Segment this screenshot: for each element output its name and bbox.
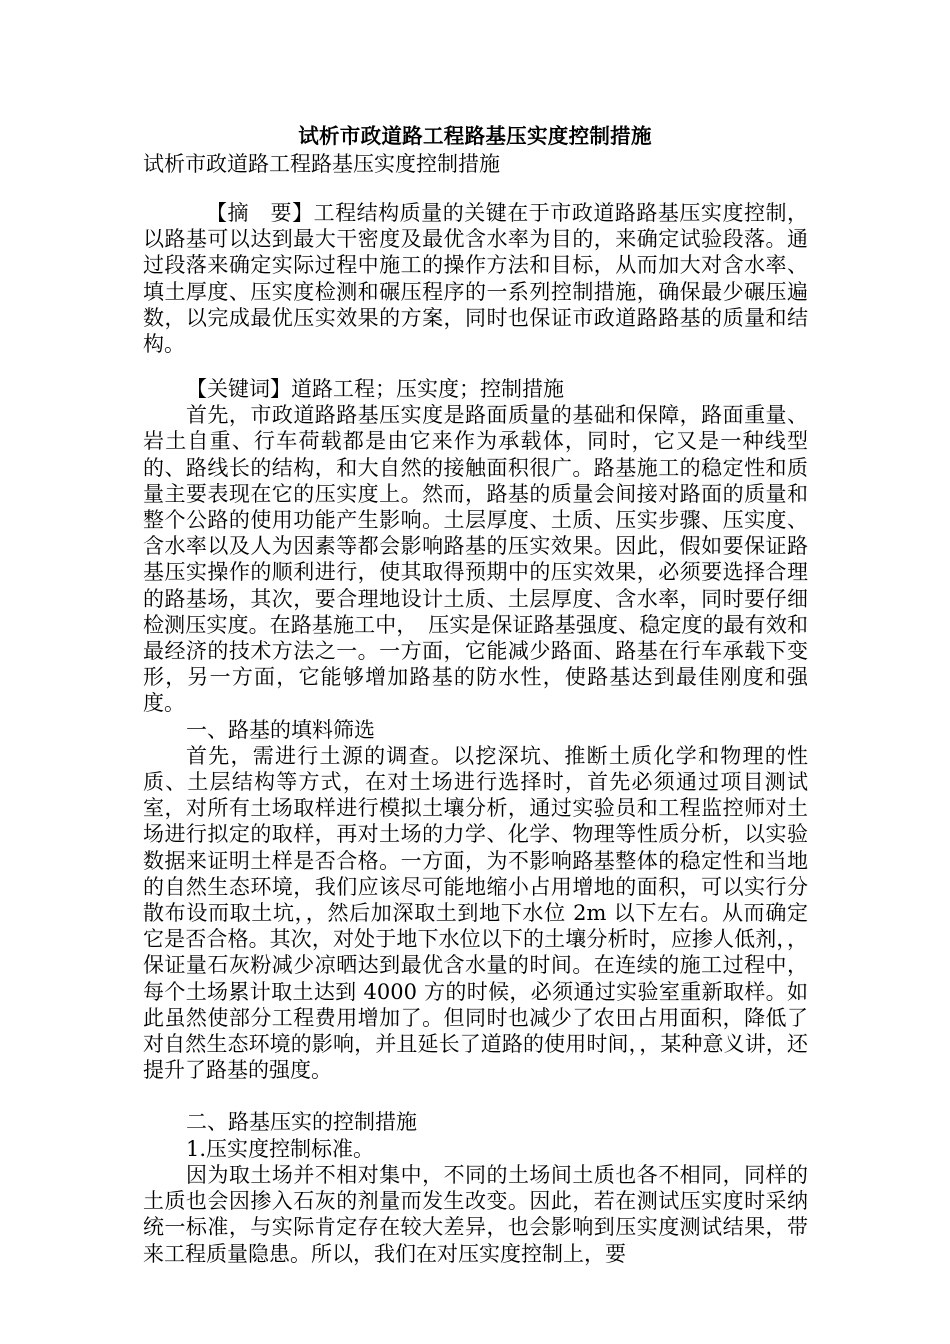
section-heading-2: 二、路基压实的控制措施 [186,1110,417,1135]
section-2-paragraph: 因为取土场并不相对集中，不同的土场间土质也各不相同，同样的土质也会因掺入石灰的剂量而发生改变。因此，若在测试压实度时采纳统一标准，与实际肯定存在较大差异，也会影响到压实度测试结果，带来工程质量隐患。所以，我们在对压实度控制上，要 [143,1162,808,1266]
subsection-heading-2-1: 1.压实度控制标准。 [186,1136,375,1161]
intro-paragraph: 首先，市政道路路基压实度是路面质量的基础和保障，路面重量、岩土自重、行车荷载都是由它来作为承载体，同时，它又是一种线型的、路线长的结构，和大自然的接触面积很广。路基施工的稳定性和质量主要表现在它的压实度上。然而，路基的质量会间接对路面的质量和整个公路的使用功能产生影响。土层厚度、土质、压实步骤、压实度、含水率以及人为因素等都会影响路基的压实效果。因此，假如要保证路基压实操作的顺利进行，使其取得预期中的压实效果，必须要选择合理的路基场，其次，要合理地设计土质、土层厚度、含水率，同时要仔细检测压实度。在路基施工中， 压实是保证路基强度、稳定度的最有效和最经济的技术方法之一。一方面，它能减少路面、路基在行车承载下变形，另一方面，它能够增加路基的防水性，使路基达到最佳刚度和强度。 [143,403,808,716]
section-heading-1: 一、路基的填料筛选 [186,717,375,742]
paragraph-gap [143,1083,808,1109]
document-title: 试析市政道路工程路基压实度控制措施 [298,124,652,148]
document-subtitle: 试析市政道路工程路基压实度控制措施 [143,152,500,176]
keywords-line: 【关键词】道路工程；压实度；控制措施 [186,377,564,401]
section-1-paragraph: 首先，需进行土源的调查。以挖深坑、推断土质化学和物理的性质、土层结构等方式，在对土场进行选择时，首先必须通过项目测试室，对所有土场取样进行模拟土壤分析，通过实验员和工程监控师对土场进行拟定的取样，再对土场的力学、化学、物理等性质分析，以实验数据来证明土样是否合格。一方面，为不影响路基整体的稳定性和当地的自然生态环境，我们应该尽可能地缩小占用增地的面积，可以实行分散布设而取土坑，，然后加深取土到地下水位 2m 以下左右。从而确定它是否合格。其次，对处于地下水位以下的土壤分析时，应掺人低剂，，保证量石灰粉减少凉晒达到最优含水量的时间。在连续的施工过程中，每个土场累计取土达到 4000 方的时候，必须通过实验室重新取样。如此虽然使部分工程费用增加了。但同时也减少了农田占用面积，降低了对自然生态环境的影响，并且延长了道路的使用时间，，某种意义讲，还提升了路基的强度。 [143,743,808,1083]
abstract-paragraph: 【摘 要】工程结构质量的关键在于市政道路路基压实度控制，以路基可以达到最大干密度及最优含水率为目的，来确定试验段落。通过段落来确定实际过程中施工的操作方法和目标，从而加大对含水率、填土厚度、压实度检测和碾压程序的一系列控制措施，确保最少碾压遍数，以完成最优压实效果的方案，同时也保证市政道路路基的质量和结构。 [143,201,808,357]
main-body [143,376,808,1267]
